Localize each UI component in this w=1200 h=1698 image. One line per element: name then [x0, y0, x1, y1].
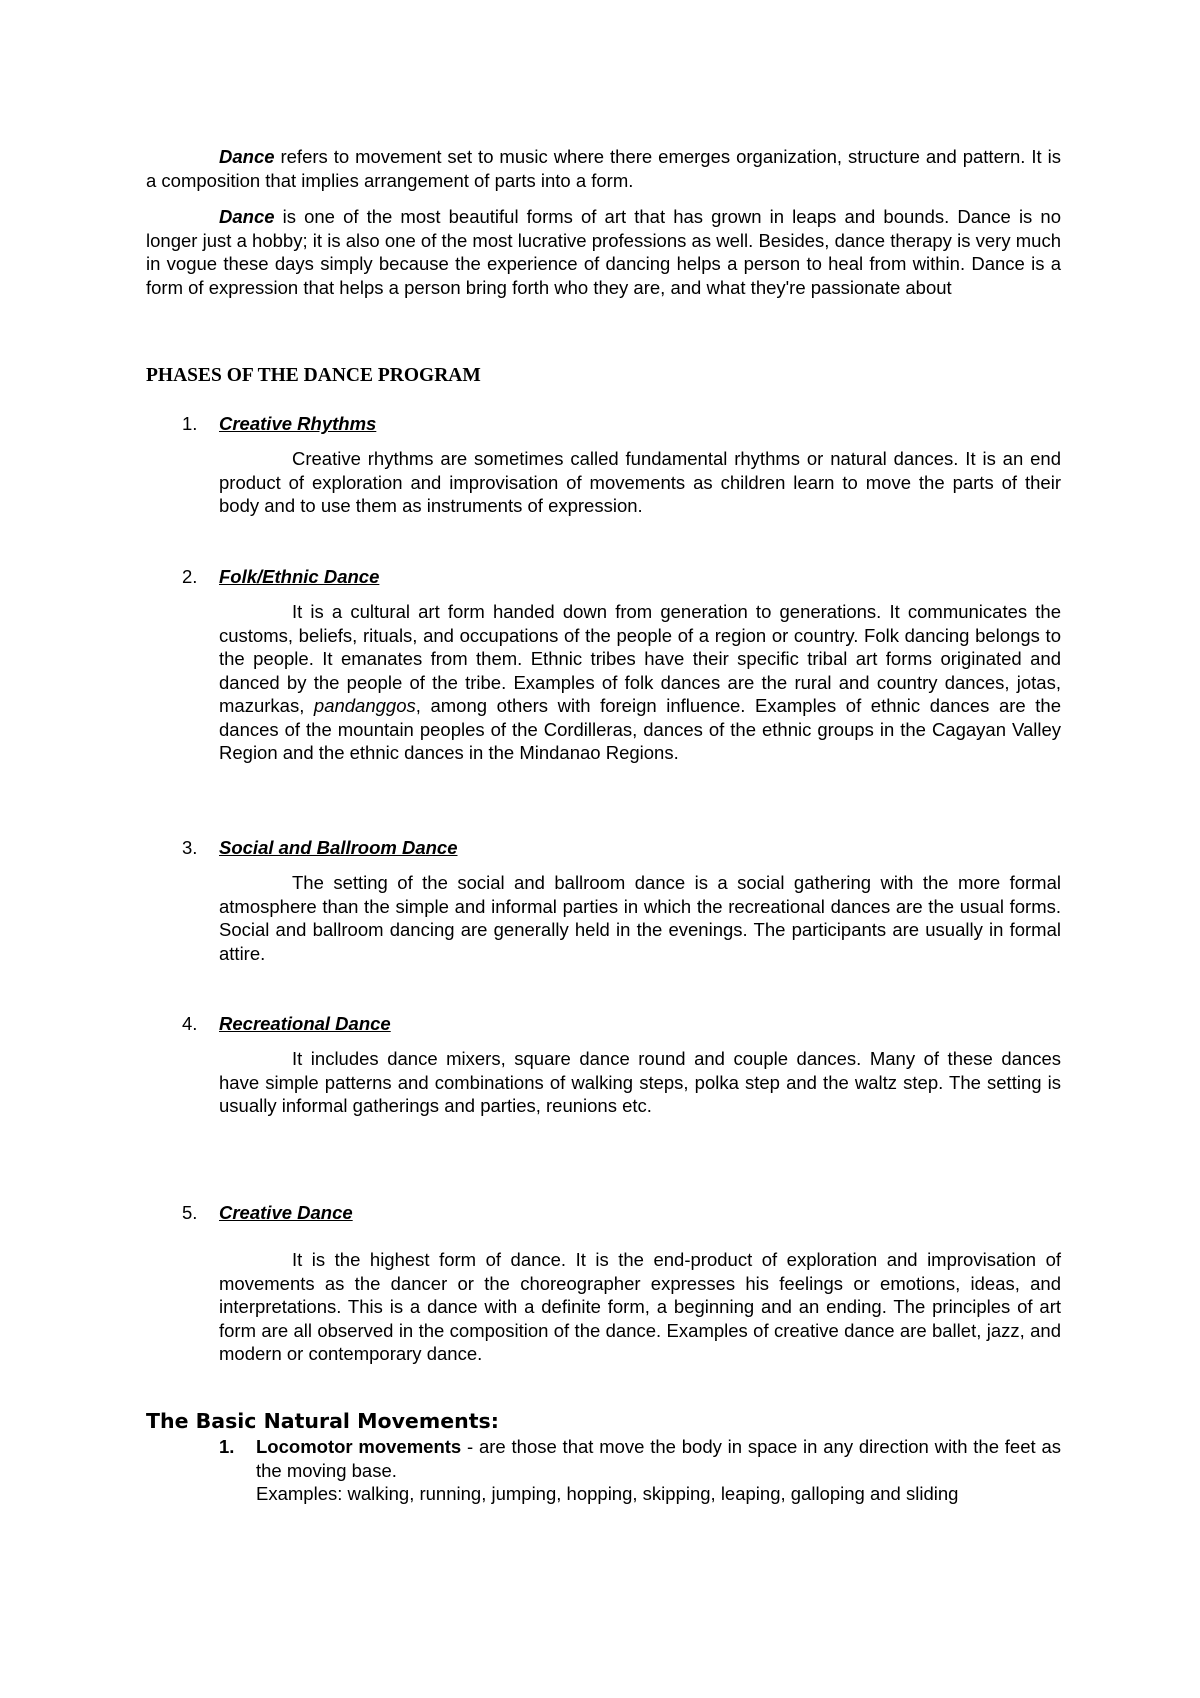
basic-item-term: Locomotor movements	[256, 1436, 462, 1457]
phase-item-title: Recreational Dance	[219, 1013, 391, 1034]
basic-item-definition	[256, 1435, 1061, 1482]
basic-item-examples: Examples: walking, running, jumping, hopping, skipping, leaping, galloping and sliding	[256, 1483, 959, 1504]
intro-paragraph-2	[146, 205, 1061, 299]
phase-item-title: Creative Dance	[219, 1202, 353, 1223]
phase-item-body	[219, 871, 1061, 965]
phase-item-title: Folk/Ethnic Dance	[219, 566, 380, 587]
basic-movements-heading: The Basic Natural Movements:	[146, 1409, 499, 1433]
intro-paragraph-1	[146, 145, 1061, 192]
phase-item-title: Creative Rhythms	[219, 413, 377, 434]
phase-item-number: 1.	[182, 413, 198, 434]
phase-item-body	[219, 1047, 1061, 1118]
phase-item-body	[219, 1248, 1061, 1366]
intro-paragraph-1-lead: Dance	[219, 146, 275, 167]
phase-item-body-text: It includes dance mixers, square dance round and couple dances. Many of these dances have simple patterns and combinations of walking steps, polka step and the waltz step. The setting is usually informal gatherings and parties, reunions etc.	[219, 1048, 1061, 1116]
phase-item-body-text: , among others with foreign influence. Examples of ethnic dances are the dances of the mountain peoples of the Cordilleras, dances of the ethnic groups in the Cagayan Valley Region and the ethnic dances in the Mindanao Regions.	[219, 695, 1061, 763]
basic-item-number: 1.	[219, 1436, 235, 1457]
phase-item-number: 5.	[182, 1202, 198, 1223]
phases-heading: PHASES OF THE DANCE PROGRAM	[146, 365, 481, 386]
phase-item-body	[219, 447, 1061, 518]
basic-item-body	[256, 1435, 1061, 1506]
basic-item-text: - are those that move the body in space in any direction with the feet as the moving base.	[256, 1436, 1061, 1481]
phase-item-body	[219, 600, 1061, 765]
intro-paragraph-2-lead: Dance	[219, 206, 275, 227]
phase-item-title: Social and Ballroom Dance	[219, 837, 458, 858]
intro-paragraph-2-text: is one of the most beautiful forms of art that has grown in leaps and bounds. Dance is no longer just a hobby; it is also one of the most lucrative professions as well. Besides, dance therapy is very much in vogue these days simply because the experience of dancing helps a person to heal from within. Dance is a form of expression that helps a person bring forth who they are, and what they're passionate about	[146, 206, 1061, 298]
phase-item-body-text: It is the highest form of dance. It is the end-product of exploration and improvisation of movements as the dancer or the choreographer expresses his feelings or emotions, ideas, and interpretations. This is a dance with a definite form, a beginning and an ending. The principles of art form are all observed in the composition of the dance. Examples of creative dance are ballet, jazz, and modern or contemporary dance.	[219, 1249, 1061, 1364]
phase-item-number: 3.	[182, 837, 198, 858]
phase-item-number: 2.	[182, 566, 198, 587]
phase-item-body-text: It is a cultural art form handed down from generation to generations. It communicates the customs, beliefs, rituals, and occupations of the people of a region or country. Folk dancing belongs to the people. It emanates from them. Ethnic tribes have their specific tribal art forms originated and danced by the people of the tribe. Examples of folk dances are the rural and country dances, jotas, mazurkas,	[219, 601, 1061, 716]
intro-paragraph-1-text: refers to movement set to music where there emerges organization, structure and pattern. It is a composition that implies arrangement of parts into a form.	[146, 146, 1061, 191]
phase-item-body-text: The setting of the social and ballroom dance is a social gathering with the more formal atmosphere than the simple and informal parties in which the recreational dances are the usual forms. Social and ballroom dancing are generally held in the evenings. The participants are usually in formal attire.	[219, 872, 1061, 964]
phase-item-body-italic: pandanggos	[313, 695, 416, 716]
phase-item-body-text: Creative rhythms are sometimes called fundamental rhythms or natural dances. It is an end product of exploration and improvisation of movements as children learn to move the parts of their body and to use them as instruments of expression.	[219, 448, 1061, 516]
phase-item-number: 4.	[182, 1013, 198, 1034]
